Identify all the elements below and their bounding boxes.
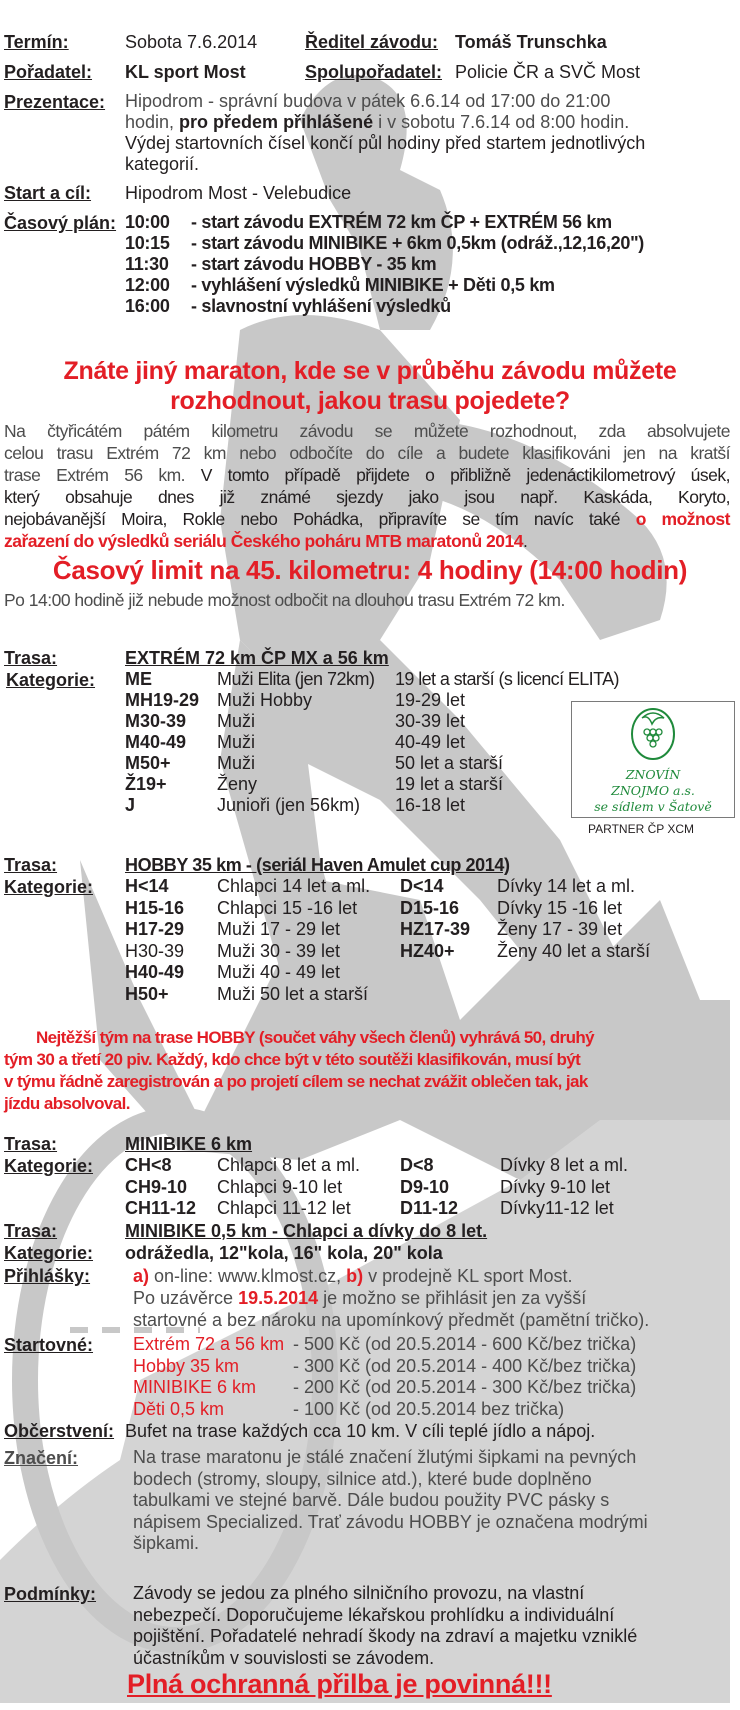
grape-emblem-icon [628, 706, 678, 762]
promo-headline-1: Znáte jiný maraton, kde se v průběhu závodu můžete [63, 357, 677, 385]
team-competition-note: Nejtěžší tým na trase HOBBY (součet váhy všech členů) vyhrává 50, druhý tým 30 a třetí 20 piv. Každý, kdo chce být v této soutěži klasifikován, musí být v týmu řádně zaregistrován a po projetí cílem se nechat zvážit oblečen tak, jak jízdu absolvoval. [4, 1028, 594, 1113]
sponsor-name-1: ZNOVÍN [625, 767, 681, 782]
minibike2-trasa-row [4, 1220, 488, 1242]
prezentace-block [4, 91, 646, 174]
kategorie-label: Kategorie: [4, 1243, 94, 1263]
prihlasky-label: Přihlášky: [4, 1266, 91, 1286]
reditel-value: Tomáš Trunschka [455, 32, 607, 52]
podminky-line: Závody se jedou za plného silničního provozu, na vlastní [133, 1583, 585, 1603]
prihlasky-line: Po uzávěrce 19.5.2014 je možno se přihlásit jen za vyšší [133, 1288, 587, 1308]
category-row: H30-39 Muži 30 - 39 let HZ40+ Ženy 40 let a starší [125, 940, 651, 961]
sponsor-name-2: ZNOJMO a.s. [611, 783, 695, 798]
registration-link[interactable]: on-line: www.klmost.cz, [149, 1266, 347, 1286]
sponsor-caption: PARTNER ČP XCM [588, 822, 695, 836]
category-row: M30-39 Muži 30-39 let [125, 711, 466, 731]
poradatel-value: KL sport Most [125, 62, 246, 82]
category-row: Ž19+ Ženy 19 let a starší [125, 774, 504, 794]
prezentace-line: Hipodrom - správní budova v pátek 6.6.14 od 17:00 do 21:00 [125, 91, 611, 111]
fee-row: Hobby 35 km - 300 Kč (od 20.5.2014 - 400 Kč/bez trička) [133, 1355, 637, 1376]
fee-row: Extrém 72 a 56 km - 500 Kč (od 20.5.2014 - 600 Kč/bez trička) [133, 1334, 637, 1354]
minibike2-kategorie-value: odrážedla, 12"kola, 16" kola, 20" kola [125, 1243, 443, 1263]
fee-row: Děti 0,5 km - 100 Kč (od 20.5.2014 bez trička) [133, 1398, 565, 1419]
category-row: H40-49 Muži 40 - 49 let [125, 962, 341, 982]
trasa-label: Trasa: [4, 855, 58, 875]
termin-label: Termín: [4, 32, 69, 52]
termin-value: Sobota 7.6.2014 [125, 32, 258, 52]
category-row: J Junioři (jen 56km) 16-18 let [125, 795, 466, 815]
obcerstveni-value: Bufet na trase každých cca 10 km. V cíli teplé jídlo a nápoj. [125, 1421, 596, 1441]
sponsor-logo [571, 701, 735, 818]
prihlasky-line: startovné a bez nároku na upomínkový předmět (pamětní tričko). [133, 1310, 650, 1330]
category-row: H50+ Muži 50 let a starší [125, 983, 369, 1004]
category-row: ME Muži Elita (jen 72km) 19 let a starší (s licencí ELITA) [125, 669, 619, 689]
sponsor-name-3: se sídlem v Šatově [594, 799, 712, 814]
extrem-trasa-value: EXTRÉM 72 km ČP MX a 56 km [125, 648, 389, 668]
startovne-block [4, 1334, 637, 1419]
prezentace-line: kategorií. [125, 154, 200, 174]
time-limit-headline: Časový limit na 45. kilometru: 4 hodiny (14:00 hodin) [52, 555, 688, 585]
start-label: Start a cíl: [4, 183, 92, 203]
extrem-trasa-row [4, 647, 389, 669]
minibike-trasa-row [4, 1133, 253, 1155]
znaceni-line: nápisem Specialized. Trať závodu HOBBY je označena modrými [133, 1511, 648, 1532]
obcerstveni-label: Občerstvení: [4, 1421, 115, 1441]
minibike-kategorie [4, 1155, 93, 1177]
znaceni-line: Na trase maratonu je stálé značení žlutými šipkami na pevných [133, 1447, 637, 1467]
category-row: M50+ Muži 50 let a starší [125, 753, 504, 773]
category-row: H15-16 Chlapci 15 -16 let D15-16 Dívky 15 -16 let [125, 897, 623, 918]
schedule-item: 10:15 - start závodu MINIBIKE + 6km 0,5km (odráž.,12,16,20") [125, 233, 644, 253]
category-row: CH<8 Chlapci 8 let a ml. D<8 Dívky 8 let a ml. [125, 1155, 629, 1175]
promo-paragraph [4, 420, 730, 552]
start-row [4, 182, 352, 204]
category-row: M40-49 Muži 40-49 let [125, 732, 466, 752]
spolu-label: Spolupořadatel: [305, 62, 443, 82]
minibike2-kategorie-row [4, 1242, 443, 1264]
fee-row: MINIBIKE 6 km - 200 Kč (od 20.5.2014 - 300 Kč/bez trička) [133, 1377, 637, 1397]
minibike2-trasa-value: MINIBIKE 0,5 km - Chlapci a dívky do 8 let. [125, 1221, 488, 1241]
reditel-label: Ředitel závodu: [305, 32, 439, 52]
promo-line: zařazení do výsledků seriálu Českého poháru MTB maratonů 2014. [4, 531, 528, 551]
trasa-label: Trasa: [4, 1134, 58, 1154]
spolu-value: Policie ČR a SVČ Most [455, 62, 641, 82]
minibike-category-table [125, 1155, 629, 1220]
schedule-label: Časový plán: [4, 213, 117, 233]
prezentace-label: Prezentace: [4, 92, 106, 112]
category-row: CH9-10 Chlapci 9-10 let D9-10 Dívky 9-10 let [125, 1176, 611, 1197]
promo-line: nejobávanější Moira, Rokle nebo Pohádka, připravíte se tím navíc také o možnost [4, 509, 730, 529]
promo-line: celou trasu Extrém 72 km nebo odbočíte do cíle a budete klasifikováni jen na kratší [4, 443, 730, 463]
start-value: Hipodrom Most - Velebudice [125, 183, 352, 203]
schedule-item: 12:00 - vyhlášení výsledků MINIBIKE + Děti 0,5 km [125, 275, 555, 295]
obcerstveni-row [4, 1420, 596, 1442]
znaceni-line: šipkami. [133, 1533, 200, 1553]
schedule-item: 11:30 - start závodu HOBBY - 35 km [125, 254, 437, 274]
helmet-warning: Plná ochranná přilba je povinná!!! [127, 1669, 552, 1699]
promo-headline-2: rozhodnout, jakou trasu pojedete? [170, 387, 570, 415]
termin-row [4, 31, 607, 53]
promo-line: Na čtyřicátém pátém kilometru závodu se můžete rozhodnout, zda absolvujete [4, 421, 730, 441]
kategorie-label: Kategorie: [4, 1156, 94, 1176]
znaceni-line: tabulkami ve stejné barvě. Dále budou použity PVC pásky s [133, 1490, 610, 1510]
promo-line: trase Extrém 56 km. V tomto případě přijdete o přibližně jedenáctikilometrový úsek, [4, 465, 730, 485]
category-row: H<14 Chlapci 14 let a ml. D<14 Dívky 14 let a ml. [125, 876, 636, 896]
poradatel-label: Pořadatel: [4, 62, 93, 82]
category-row: CH11-12 Chlapci 11-12 let D11-12 Dívky11-12 let [125, 1198, 614, 1218]
prezentace-line: hodin, pro předem přihlášené i v sobotu 7.6.14 od 8:00 hodin. [125, 112, 630, 132]
prihlasky-block [4, 1265, 650, 1330]
podminky-block [4, 1583, 638, 1668]
znaceni-label: Značení: [4, 1448, 79, 1468]
schedule-item: 10:00 - start závodu EXTRÉM 72 km ČP + EXTRÉM 56 km [125, 212, 612, 232]
poradatel-row [4, 61, 641, 83]
podminky-label: Podmínky: [4, 1584, 97, 1604]
time-limit-note: Po 14:00 hodině již nebude možnost odbočit na dlouhou trasu Extrém 72 km. [4, 590, 565, 610]
schedule-block [4, 212, 644, 316]
minibike-trasa-value: MINIBIKE 6 km [125, 1134, 253, 1154]
category-row: MH19-29 Muži Hobby 19-29 let [125, 690, 466, 710]
podminky-line: nebezpečí. Doporučujeme lékařskou prohlídku a individuální [133, 1604, 615, 1625]
hobby-category-table [125, 876, 651, 1005]
kategorie-label: Kategorie: [6, 670, 96, 690]
trasa-label: Trasa: [4, 1221, 58, 1241]
znaceni-line: bodech (stromy, sloupy, silnice atd.), které bude doplněno [133, 1468, 592, 1489]
schedule-item: 16:00 - slavnostní vyhlášení výsledků [125, 296, 451, 316]
extrem-kategorie [6, 669, 95, 691]
promo-line: který obsahuje dnes již známé sjezdy jako jsou např. Kaskáda, Koryto, [4, 487, 730, 507]
prezentace-line: Výdej startovních čísel končí půl hodiny před startem jednotlivých [125, 133, 646, 153]
kategorie-label: Kategorie: [4, 877, 94, 897]
hobby-trasa-row [4, 854, 510, 876]
hobby-kategorie [4, 876, 93, 898]
hobby-trasa-value: HOBBY 35 km - (seriál Haven Amulet cup 2014) [125, 855, 510, 875]
startovne-label: Startovné: [4, 1335, 94, 1355]
trasa-label: Trasa: [4, 648, 58, 668]
extrem-category-table [125, 669, 619, 816]
podminky-line: pojištění. Pořadatelé nehradí škody na zdraví a majetku vzniklé [133, 1626, 638, 1646]
podminky-line: účastníkům v souvislosti se závodem. [133, 1647, 435, 1668]
znaceni-block [4, 1447, 648, 1553]
category-row: H17-29 Muži 17 - 29 let HZ17-39 Ženy 17 - 39 let [125, 919, 623, 939]
prihlasky-line: a) on-line: www.klmost.cz, b) v prodejně KL sport Most. [133, 1266, 573, 1286]
